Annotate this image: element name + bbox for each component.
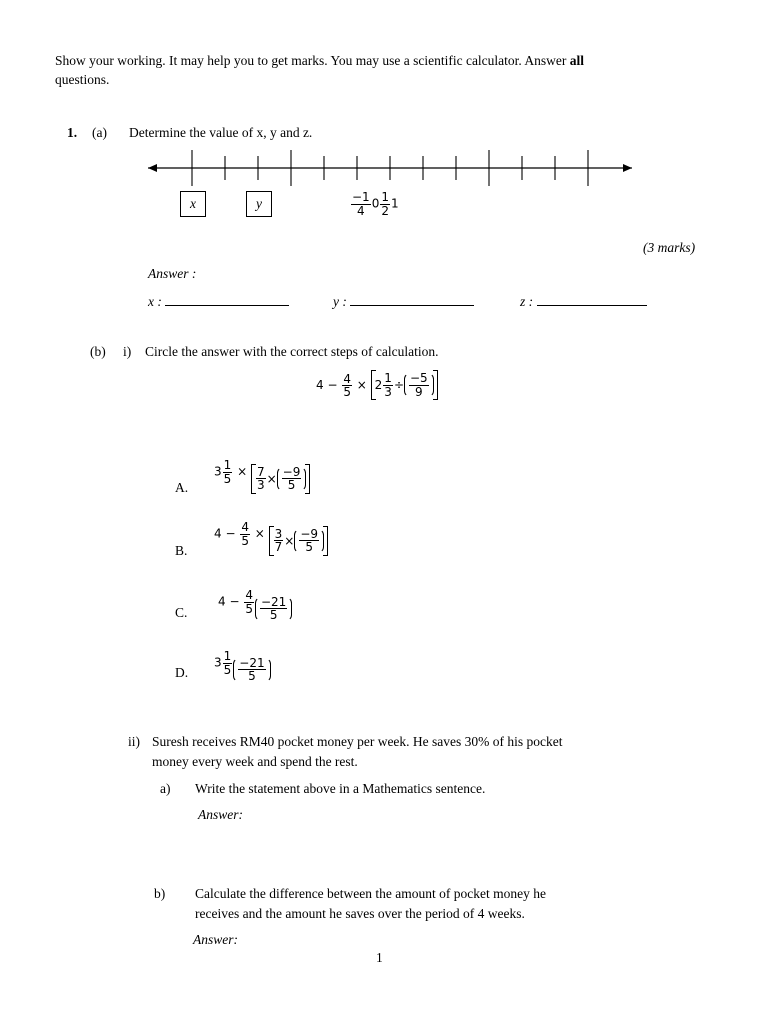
- sub-b-question-2: receives and the amount he saves over the period of 4 weeks.: [195, 906, 525, 921]
- sub-ii-text-1: Suresh receives RM40 pocket money per week. He saves 30% of his pocket: [152, 734, 563, 749]
- part-a-question: Determine the value of x, y and z.: [129, 125, 313, 140]
- number-line: [140, 148, 640, 188]
- option-d-letter[interactable]: D.: [175, 665, 189, 680]
- answer-x-line: x :: [148, 293, 289, 310]
- sub-a-answer-label: Answer:: [198, 807, 243, 822]
- sub-a-label: a): [160, 781, 171, 796]
- instructions-line-2: questions.: [55, 72, 110, 87]
- sub-ii-text-2: money every week and spend the rest.: [152, 754, 358, 769]
- option-b-expression[interactable]: 4 − $\frac{4}{5}$ × $\frac{3}{7}$ × $\frac{-9}{5}$: [214, 521, 328, 556]
- answer-label: Answer :: [148, 266, 197, 281]
- sub-b-question-1: Calculate the difference between the amount of pocket money he: [195, 886, 546, 901]
- sub-b-label: b): [154, 886, 166, 901]
- answer-y-line: y :: [333, 293, 474, 310]
- option-c-letter[interactable]: C.: [175, 605, 188, 620]
- page-number: 1: [376, 950, 383, 965]
- sub-i-question: Circle the answer with the correct steps of calculation.: [145, 344, 439, 359]
- marks: (3 marks): [643, 240, 696, 255]
- sub-a-question: Write the statement above in a Mathematics sentence.: [195, 781, 486, 796]
- option-b-letter[interactable]: B.: [175, 543, 188, 558]
- main-expression: 4 − $\frac{4}{5}$ × 2 $\frac{1}{3}$ ÷ $\frac{-5}{9}$: [316, 370, 438, 400]
- y-box: y: [246, 191, 272, 217]
- sub-b-answer-label: Answer:: [193, 932, 238, 947]
- part-a-label: (a): [92, 125, 107, 140]
- x-box: x: [180, 191, 206, 217]
- option-a-letter[interactable]: A.: [175, 480, 189, 495]
- answer-z-line: z :: [520, 293, 647, 310]
- part-b-label: (b): [90, 344, 106, 359]
- option-c-expression[interactable]: 4 − $\frac{4}{5}$ $\frac{-21}{5}$: [218, 589, 292, 622]
- option-d-expression[interactable]: 3 $\frac{1}{5}$ $\frac{-21}{5}$: [214, 650, 271, 683]
- instructions-bold-all: all: [569, 53, 585, 68]
- sub-i-label: i): [123, 344, 132, 359]
- option-a-expression[interactable]: 3 $\frac{1}{5}$ × $\frac{7}{3}$ × $\frac{-9}{5}$: [214, 459, 310, 494]
- number-line-labels: $\frac{-1}{4}$ 0 $\frac{1}{2}$ 1: [352, 190, 399, 218]
- sub-ii-label: ii): [128, 734, 140, 749]
- instructions-line-1: Show your working. It may help you to get marks. You may use a scientific calculator. Answer all: [55, 53, 585, 68]
- question-number: 1.: [67, 125, 78, 140]
